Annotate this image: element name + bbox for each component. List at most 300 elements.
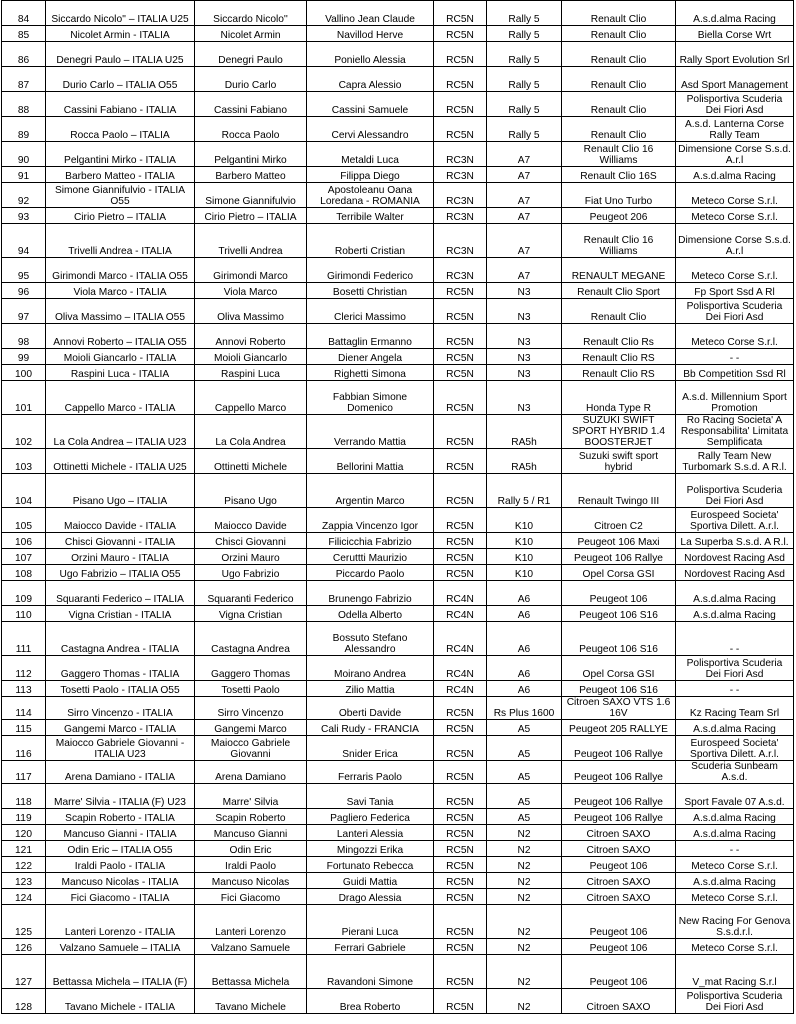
entry-list-body bbox=[2, 1, 794, 1014]
car-cell: Opel Corsa GSI bbox=[562, 656, 676, 681]
group-cell: N2 bbox=[487, 889, 562, 905]
car-cell: Peugeot 106 S16 bbox=[562, 622, 676, 656]
table-row bbox=[2, 955, 794, 989]
table-row bbox=[2, 681, 794, 697]
entry-number: 91 bbox=[2, 167, 46, 183]
team-cell: Eurospeed Societa' Sportiva Dilett. A.r.l. bbox=[676, 508, 794, 533]
table-row bbox=[2, 720, 794, 736]
table-row bbox=[2, 183, 794, 208]
entry-number: 121 bbox=[2, 841, 46, 857]
car-cell: Peugeot 106 Rallye bbox=[562, 784, 676, 809]
entry-number: 87 bbox=[2, 67, 46, 92]
driver-name: Maiocco Davide bbox=[195, 508, 307, 533]
entry-number: 112 bbox=[2, 656, 46, 681]
codriver-name: Bellorini Mattia bbox=[307, 449, 434, 474]
class-cell: RC5N bbox=[434, 549, 487, 565]
driver-name: Squaranti Federico bbox=[195, 581, 307, 606]
car-cell: Peugeot 106 bbox=[562, 955, 676, 989]
driver-full: La Cola Andrea – ITALIA U23 bbox=[46, 415, 195, 449]
driver-name: Cassini Fabiano bbox=[195, 92, 307, 117]
car-cell: Renault Clio RS bbox=[562, 365, 676, 381]
driver-name: Scapin Roberto bbox=[195, 809, 307, 825]
codriver-name: Poniello Alessia bbox=[307, 42, 434, 67]
team-cell: Dimensione Corse S.s.d. A.r.l bbox=[676, 224, 794, 258]
table-row bbox=[2, 809, 794, 825]
table-row bbox=[2, 989, 794, 1014]
car-cell: Peugeot 205 RALLYE bbox=[562, 720, 676, 736]
car-cell: Peugeot 106 S16 bbox=[562, 681, 676, 697]
driver-name: Nicolet Armin bbox=[195, 26, 307, 42]
group-cell: A6 bbox=[487, 681, 562, 697]
table-row bbox=[2, 533, 794, 549]
group-cell: A6 bbox=[487, 622, 562, 656]
driver-full: Bettassa Michela – ITALIA (F) bbox=[46, 955, 195, 989]
table-row bbox=[2, 873, 794, 889]
group-cell: A6 bbox=[487, 606, 562, 622]
group-cell: A5 bbox=[487, 761, 562, 784]
team-cell: - - bbox=[676, 349, 794, 365]
driver-full: Iraldi Paolo - ITALIA bbox=[46, 857, 195, 873]
driver-name: Annovi Roberto bbox=[195, 324, 307, 349]
group-cell: A5 bbox=[487, 736, 562, 761]
driver-name: Arena Damiano bbox=[195, 761, 307, 784]
class-cell: RC5N bbox=[434, 299, 487, 324]
class-cell: RC5N bbox=[434, 873, 487, 889]
class-cell: RC5N bbox=[434, 565, 487, 581]
team-cell: Meteco Corse S.r.l. bbox=[676, 857, 794, 873]
entry-number: 98 bbox=[2, 324, 46, 349]
class-cell: RC5N bbox=[434, 989, 487, 1014]
team-cell: A.s.d.alma Racing bbox=[676, 873, 794, 889]
group-cell: Rally 5 bbox=[487, 1, 562, 26]
entry-number: 113 bbox=[2, 681, 46, 697]
driver-name: Cirio Pietro – ITALIA bbox=[195, 208, 307, 224]
group-cell: K10 bbox=[487, 549, 562, 565]
driver-full: Ugo Fabrizio – ITALIA O55 bbox=[46, 565, 195, 581]
entry-number: 102 bbox=[2, 415, 46, 449]
driver-full: Arena Damiano - ITALIA bbox=[46, 761, 195, 784]
team-cell: A.s.d. Millennium Sport Promotion bbox=[676, 381, 794, 415]
group-cell: N3 bbox=[487, 381, 562, 415]
team-cell: Meteco Corse S.r.l. bbox=[676, 208, 794, 224]
driver-name: Viola Marco bbox=[195, 283, 307, 299]
entry-number: 85 bbox=[2, 26, 46, 42]
table-row bbox=[2, 92, 794, 117]
car-cell: Renault Clio bbox=[562, 42, 676, 67]
entry-number: 105 bbox=[2, 508, 46, 533]
table-row bbox=[2, 761, 794, 784]
class-cell: RC5N bbox=[434, 841, 487, 857]
table-row bbox=[2, 142, 794, 167]
codriver-name: Zilio Mattia bbox=[307, 681, 434, 697]
driver-name: Sirro Vincenzo bbox=[195, 697, 307, 720]
codriver-name: Savi Tania bbox=[307, 784, 434, 809]
driver-full: Lanteri Lorenzo - ITALIA bbox=[46, 905, 195, 939]
class-cell: RC3N bbox=[434, 167, 487, 183]
entry-number: 122 bbox=[2, 857, 46, 873]
group-cell: N2 bbox=[487, 989, 562, 1014]
codriver-name: Brea Roberto bbox=[307, 989, 434, 1014]
team-cell: Meteco Corse S.r.l. bbox=[676, 889, 794, 905]
group-cell: A7 bbox=[487, 183, 562, 208]
car-cell: Peugeot 106 Rallye bbox=[562, 736, 676, 761]
driver-full: Orzini Mauro - ITALIA bbox=[46, 549, 195, 565]
driver-name: Gaggero Thomas bbox=[195, 656, 307, 681]
codriver-name: Lanteri Alessia bbox=[307, 825, 434, 841]
class-cell: RC5N bbox=[434, 905, 487, 939]
team-cell: Meteco Corse S.r.l. bbox=[676, 939, 794, 955]
driver-full: Vigna Cristian - ITALIA bbox=[46, 606, 195, 622]
group-cell: N2 bbox=[487, 955, 562, 989]
codriver-name: Pagliero Federica bbox=[307, 809, 434, 825]
codriver-name: Ferraris Paolo bbox=[307, 761, 434, 784]
driver-full: Mancuso Nicolas - ITALIA bbox=[46, 873, 195, 889]
driver-name: Trivelli Andrea bbox=[195, 224, 307, 258]
table-row bbox=[2, 449, 794, 474]
codriver-name: Navillod Herve bbox=[307, 26, 434, 42]
team-cell: Polisportiva Scuderia Dei Fiori Asd bbox=[676, 656, 794, 681]
driver-full: Chisci Giovanni - ITALIA bbox=[46, 533, 195, 549]
codriver-name: Moirano Andrea bbox=[307, 656, 434, 681]
table-row bbox=[2, 224, 794, 258]
group-cell: N2 bbox=[487, 857, 562, 873]
driver-name: Simone Giannifulvio bbox=[195, 183, 307, 208]
driver-full: Girimondi Marco - ITALIA O55 bbox=[46, 258, 195, 283]
driver-full: Cirio Pietro – ITALIA bbox=[46, 208, 195, 224]
entry-number: 117 bbox=[2, 761, 46, 784]
driver-full: Cassini Fabiano - ITALIA bbox=[46, 92, 195, 117]
codriver-name: Cassini Samuele bbox=[307, 92, 434, 117]
car-cell: RENAULT MEGANE bbox=[562, 258, 676, 283]
table-row bbox=[2, 117, 794, 142]
codriver-name: Brunengo Fabrizio bbox=[307, 581, 434, 606]
group-cell: A5 bbox=[487, 809, 562, 825]
table-row bbox=[2, 415, 794, 449]
team-cell: - - bbox=[676, 622, 794, 656]
driver-name: Gangemi Marco bbox=[195, 720, 307, 736]
entry-number: 115 bbox=[2, 720, 46, 736]
codriver-name: Diener Angela bbox=[307, 349, 434, 365]
entry-number: 123 bbox=[2, 873, 46, 889]
group-cell: Rally 5 / R1 bbox=[487, 474, 562, 508]
table-row bbox=[2, 208, 794, 224]
class-cell: RC5N bbox=[434, 809, 487, 825]
class-cell: RC5N bbox=[434, 449, 487, 474]
car-cell: Renault Clio bbox=[562, 299, 676, 324]
table-row bbox=[2, 365, 794, 381]
table-row bbox=[2, 258, 794, 283]
car-cell: Renault Clio RS bbox=[562, 349, 676, 365]
driver-name: Rocca Paolo bbox=[195, 117, 307, 142]
driver-name: Tavano Michele bbox=[195, 989, 307, 1014]
class-cell: RC5N bbox=[434, 349, 487, 365]
group-cell: N2 bbox=[487, 873, 562, 889]
car-cell: Peugeot 106 bbox=[562, 581, 676, 606]
driver-full: Trivelli Andrea - ITALIA bbox=[46, 224, 195, 258]
group-cell: N3 bbox=[487, 299, 562, 324]
class-cell: RC4N bbox=[434, 681, 487, 697]
group-cell: A7 bbox=[487, 208, 562, 224]
driver-full: Tosetti Paolo - ITALIA O55 bbox=[46, 681, 195, 697]
team-cell: Fp Sport Ssd A Rl bbox=[676, 283, 794, 299]
codriver-name: Fabbian Simone Domenico bbox=[307, 381, 434, 415]
class-cell: RC3N bbox=[434, 224, 487, 258]
driver-name: Durio Carlo bbox=[195, 67, 307, 92]
entry-number: 126 bbox=[2, 939, 46, 955]
codriver-name: Terribile Walter bbox=[307, 208, 434, 224]
driver-name: Mancuso Nicolas bbox=[195, 873, 307, 889]
driver-name: Oliva Massimo bbox=[195, 299, 307, 324]
group-cell: RA5h bbox=[487, 449, 562, 474]
car-cell: Renault Clio bbox=[562, 26, 676, 42]
group-cell: N3 bbox=[487, 283, 562, 299]
driver-name: Maiocco Gabriele Giovanni bbox=[195, 736, 307, 761]
car-cell: Peugeot 106 Rallye bbox=[562, 549, 676, 565]
driver-full: Gaggero Thomas - ITALIA bbox=[46, 656, 195, 681]
driver-full: Sirro Vincenzo - ITALIA bbox=[46, 697, 195, 720]
entry-number: 108 bbox=[2, 565, 46, 581]
group-cell: N3 bbox=[487, 324, 562, 349]
class-cell: RC5N bbox=[434, 117, 487, 142]
entry-number: 125 bbox=[2, 905, 46, 939]
group-cell: K10 bbox=[487, 565, 562, 581]
codriver-name: Verrando Mattia bbox=[307, 415, 434, 449]
codriver-name: Snider Erica bbox=[307, 736, 434, 761]
table-row bbox=[2, 889, 794, 905]
driver-name: Ugo Fabrizio bbox=[195, 565, 307, 581]
group-cell: A5 bbox=[487, 784, 562, 809]
entry-number: 120 bbox=[2, 825, 46, 841]
codriver-name: Filippa Diego bbox=[307, 167, 434, 183]
car-cell: Citroen SAXO bbox=[562, 825, 676, 841]
group-cell: N2 bbox=[487, 905, 562, 939]
team-cell: La Superba S.s.d. A R.l. bbox=[676, 533, 794, 549]
table-row bbox=[2, 841, 794, 857]
team-cell: A.s.d.alma Racing bbox=[676, 825, 794, 841]
driver-full: Castagna Andrea - ITALIA bbox=[46, 622, 195, 656]
codriver-name: Vallino Jean Claude bbox=[307, 1, 434, 26]
driver-name: Pelgantini Mirko bbox=[195, 142, 307, 167]
driver-name: Tosetti Paolo bbox=[195, 681, 307, 697]
codriver-name: Girimondi Federico bbox=[307, 258, 434, 283]
table-row bbox=[2, 42, 794, 67]
class-cell: RC5N bbox=[434, 533, 487, 549]
team-cell: Scuderia Sunbeam A.s.d. bbox=[676, 761, 794, 784]
class-cell: RC3N bbox=[434, 208, 487, 224]
team-cell: Polisportiva Scuderia Dei Fiori Asd bbox=[676, 92, 794, 117]
class-cell: RC5N bbox=[434, 67, 487, 92]
driver-name: Cappello Marco bbox=[195, 381, 307, 415]
entry-number: 92 bbox=[2, 183, 46, 208]
driver-full: Durio Carlo – ITALIA O55 bbox=[46, 67, 195, 92]
group-cell: Rally 5 bbox=[487, 67, 562, 92]
car-cell: Renault Clio bbox=[562, 117, 676, 142]
team-cell: A.s.d.alma Racing bbox=[676, 167, 794, 183]
driver-full: Fici Giacomo - ITALIA bbox=[46, 889, 195, 905]
entry-number: 103 bbox=[2, 449, 46, 474]
team-cell: Polisportiva Scuderia Dei Fiori Asd bbox=[676, 474, 794, 508]
car-cell: Renault Clio 16S bbox=[562, 167, 676, 183]
team-cell: Kz Racing Team Srl bbox=[676, 697, 794, 720]
car-cell: Renault Clio bbox=[562, 1, 676, 26]
car-cell: Citroen SAXO bbox=[562, 873, 676, 889]
driver-full: Nicolet Armin - ITALIA bbox=[46, 26, 195, 42]
driver-full: Raspini Luca - ITALIA bbox=[46, 365, 195, 381]
driver-name: Castagna Andrea bbox=[195, 622, 307, 656]
car-cell: Citroen SAXO bbox=[562, 989, 676, 1014]
entry-number: 106 bbox=[2, 533, 46, 549]
class-cell: RC5N bbox=[434, 697, 487, 720]
class-cell: RC5N bbox=[434, 26, 487, 42]
codriver-name: Ferrari Gabriele bbox=[307, 939, 434, 955]
team-cell: A.s.d. Lanterna Corse Rally Team bbox=[676, 117, 794, 142]
driver-name: Denegri Paulo bbox=[195, 42, 307, 67]
car-cell: Renault Clio 16 Williams bbox=[562, 224, 676, 258]
car-cell: Renault Twingo III bbox=[562, 474, 676, 508]
driver-full: Siccardo Nicolo'' – ITALIA U25 bbox=[46, 1, 195, 26]
table-row bbox=[2, 26, 794, 42]
driver-full: Viola Marco - ITALIA bbox=[46, 283, 195, 299]
driver-full: Marre' Silvia - ITALIA (F) U23 bbox=[46, 784, 195, 809]
class-cell: RC4N bbox=[434, 606, 487, 622]
entry-number: 90 bbox=[2, 142, 46, 167]
class-cell: RC3N bbox=[434, 258, 487, 283]
class-cell: RC3N bbox=[434, 142, 487, 167]
table-row bbox=[2, 581, 794, 606]
driver-name: La Cola Andrea bbox=[195, 415, 307, 449]
table-row bbox=[2, 508, 794, 533]
entry-number: 94 bbox=[2, 224, 46, 258]
driver-name: Marre' Silvia bbox=[195, 784, 307, 809]
driver-full: Maiocco Gabriele Giovanni - ITALIA U23 bbox=[46, 736, 195, 761]
group-cell: A6 bbox=[487, 581, 562, 606]
codriver-name: Cervi Alessandro bbox=[307, 117, 434, 142]
group-cell: Rally 5 bbox=[487, 117, 562, 142]
entry-number: 96 bbox=[2, 283, 46, 299]
car-cell: Suzuki swift sport hybrid bbox=[562, 449, 676, 474]
team-cell: Eurospeed Societa' Sportiva Dilett. A.r.l. bbox=[676, 736, 794, 761]
table-row bbox=[2, 324, 794, 349]
driver-full: Annovi Roberto – ITALIA O55 bbox=[46, 324, 195, 349]
codriver-name: Clerici Massimo bbox=[307, 299, 434, 324]
driver-full: Tavano Michele - ITALIA bbox=[46, 989, 195, 1014]
entry-number: 110 bbox=[2, 606, 46, 622]
team-cell: Meteco Corse S.r.l. bbox=[676, 183, 794, 208]
car-cell: Peugeot 106 S16 bbox=[562, 606, 676, 622]
class-cell: RC4N bbox=[434, 581, 487, 606]
table-row bbox=[2, 549, 794, 565]
codriver-name: Mingozzi Erika bbox=[307, 841, 434, 857]
table-row bbox=[2, 299, 794, 324]
table-row bbox=[2, 349, 794, 365]
entry-number: 99 bbox=[2, 349, 46, 365]
codriver-name: Argentin Marco bbox=[307, 474, 434, 508]
team-cell: Asd Sport Management bbox=[676, 67, 794, 92]
group-cell: N3 bbox=[487, 349, 562, 365]
car-cell: Renault Clio bbox=[562, 92, 676, 117]
entry-number: 119 bbox=[2, 809, 46, 825]
codriver-name: Cali Rudy - FRANCIA bbox=[307, 720, 434, 736]
group-cell: Rs Plus 1600 bbox=[487, 697, 562, 720]
driver-full: Pisano Ugo – ITALIA bbox=[46, 474, 195, 508]
class-cell: RC5N bbox=[434, 720, 487, 736]
codriver-name: Zappia Vincenzo Igor bbox=[307, 508, 434, 533]
car-cell: Renault Clio bbox=[562, 67, 676, 92]
entry-number: 127 bbox=[2, 955, 46, 989]
driver-name: Barbero Matteo bbox=[195, 167, 307, 183]
group-cell: N3 bbox=[487, 365, 562, 381]
table-row bbox=[2, 565, 794, 581]
class-cell: RC5N bbox=[434, 889, 487, 905]
group-cell: Rally 5 bbox=[487, 42, 562, 67]
class-cell: RC4N bbox=[434, 656, 487, 681]
team-cell: Rally Sport Evolution Srl bbox=[676, 42, 794, 67]
table-row bbox=[2, 656, 794, 681]
group-cell: N2 bbox=[487, 825, 562, 841]
driver-full: Denegri Paulo – ITALIA U25 bbox=[46, 42, 195, 67]
entry-number: 93 bbox=[2, 208, 46, 224]
team-cell: V_mat Racing S.r.l bbox=[676, 955, 794, 989]
entry-number: 95 bbox=[2, 258, 46, 283]
driver-full: Cappello Marco - ITALIA bbox=[46, 381, 195, 415]
codriver-name: Drago Alessia bbox=[307, 889, 434, 905]
class-cell: RC5N bbox=[434, 415, 487, 449]
driver-name: Siccardo Nicolo'' bbox=[195, 1, 307, 26]
codriver-name: Battaglin Ermanno bbox=[307, 324, 434, 349]
entry-number: 97 bbox=[2, 299, 46, 324]
driver-name: Chisci Giovanni bbox=[195, 533, 307, 549]
team-cell: - - bbox=[676, 681, 794, 697]
driver-full: Valzano Samuele – ITALIA bbox=[46, 939, 195, 955]
driver-full: Moioli Giancarlo - ITALIA bbox=[46, 349, 195, 365]
codriver-name: Piccardo Paolo bbox=[307, 565, 434, 581]
table-row bbox=[2, 784, 794, 809]
table-row bbox=[2, 825, 794, 841]
team-cell: Sport Favale 07 A.s.d. bbox=[676, 784, 794, 809]
team-cell: New Racing For Genova S.s.d.r.l. bbox=[676, 905, 794, 939]
table-row bbox=[2, 622, 794, 656]
car-cell: Citroen SAXO bbox=[562, 889, 676, 905]
car-cell: Renault Clio 16 Williams bbox=[562, 142, 676, 167]
driver-name: Fici Giacomo bbox=[195, 889, 307, 905]
entry-number: 104 bbox=[2, 474, 46, 508]
driver-full: Mancuso Gianni - ITALIA bbox=[46, 825, 195, 841]
car-cell: Citroen C2 bbox=[562, 508, 676, 533]
car-cell: SUZUKI SWIFT SPORT HYBRID 1.4 BOOSTERJET bbox=[562, 415, 676, 449]
table-row bbox=[2, 857, 794, 873]
class-cell: RC5N bbox=[434, 42, 487, 67]
team-cell: A.s.d.alma Racing bbox=[676, 720, 794, 736]
driver-full: Oliva Massimo – ITALIA O55 bbox=[46, 299, 195, 324]
codriver-name: Metaldi Luca bbox=[307, 142, 434, 167]
car-cell: Peugeot 106 Rallye bbox=[562, 761, 676, 784]
class-cell: RC5N bbox=[434, 955, 487, 989]
class-cell: RC5N bbox=[434, 784, 487, 809]
codriver-name: Fortunato Rebecca bbox=[307, 857, 434, 873]
codriver-name: Filicicchia Fabrizio bbox=[307, 533, 434, 549]
car-cell: Peugeot 206 bbox=[562, 208, 676, 224]
codriver-name: Oberti Davide bbox=[307, 697, 434, 720]
table-row bbox=[2, 606, 794, 622]
class-cell: RC5N bbox=[434, 825, 487, 841]
team-cell: A.s.d.alma Racing bbox=[676, 606, 794, 622]
entry-number: 100 bbox=[2, 365, 46, 381]
team-cell: Nordovest Racing Asd bbox=[676, 565, 794, 581]
group-cell: A6 bbox=[487, 656, 562, 681]
table-row bbox=[2, 67, 794, 92]
driver-name: Ottinetti Michele bbox=[195, 449, 307, 474]
team-cell: Polisportiva Scuderia Dei Fiori Asd bbox=[676, 299, 794, 324]
